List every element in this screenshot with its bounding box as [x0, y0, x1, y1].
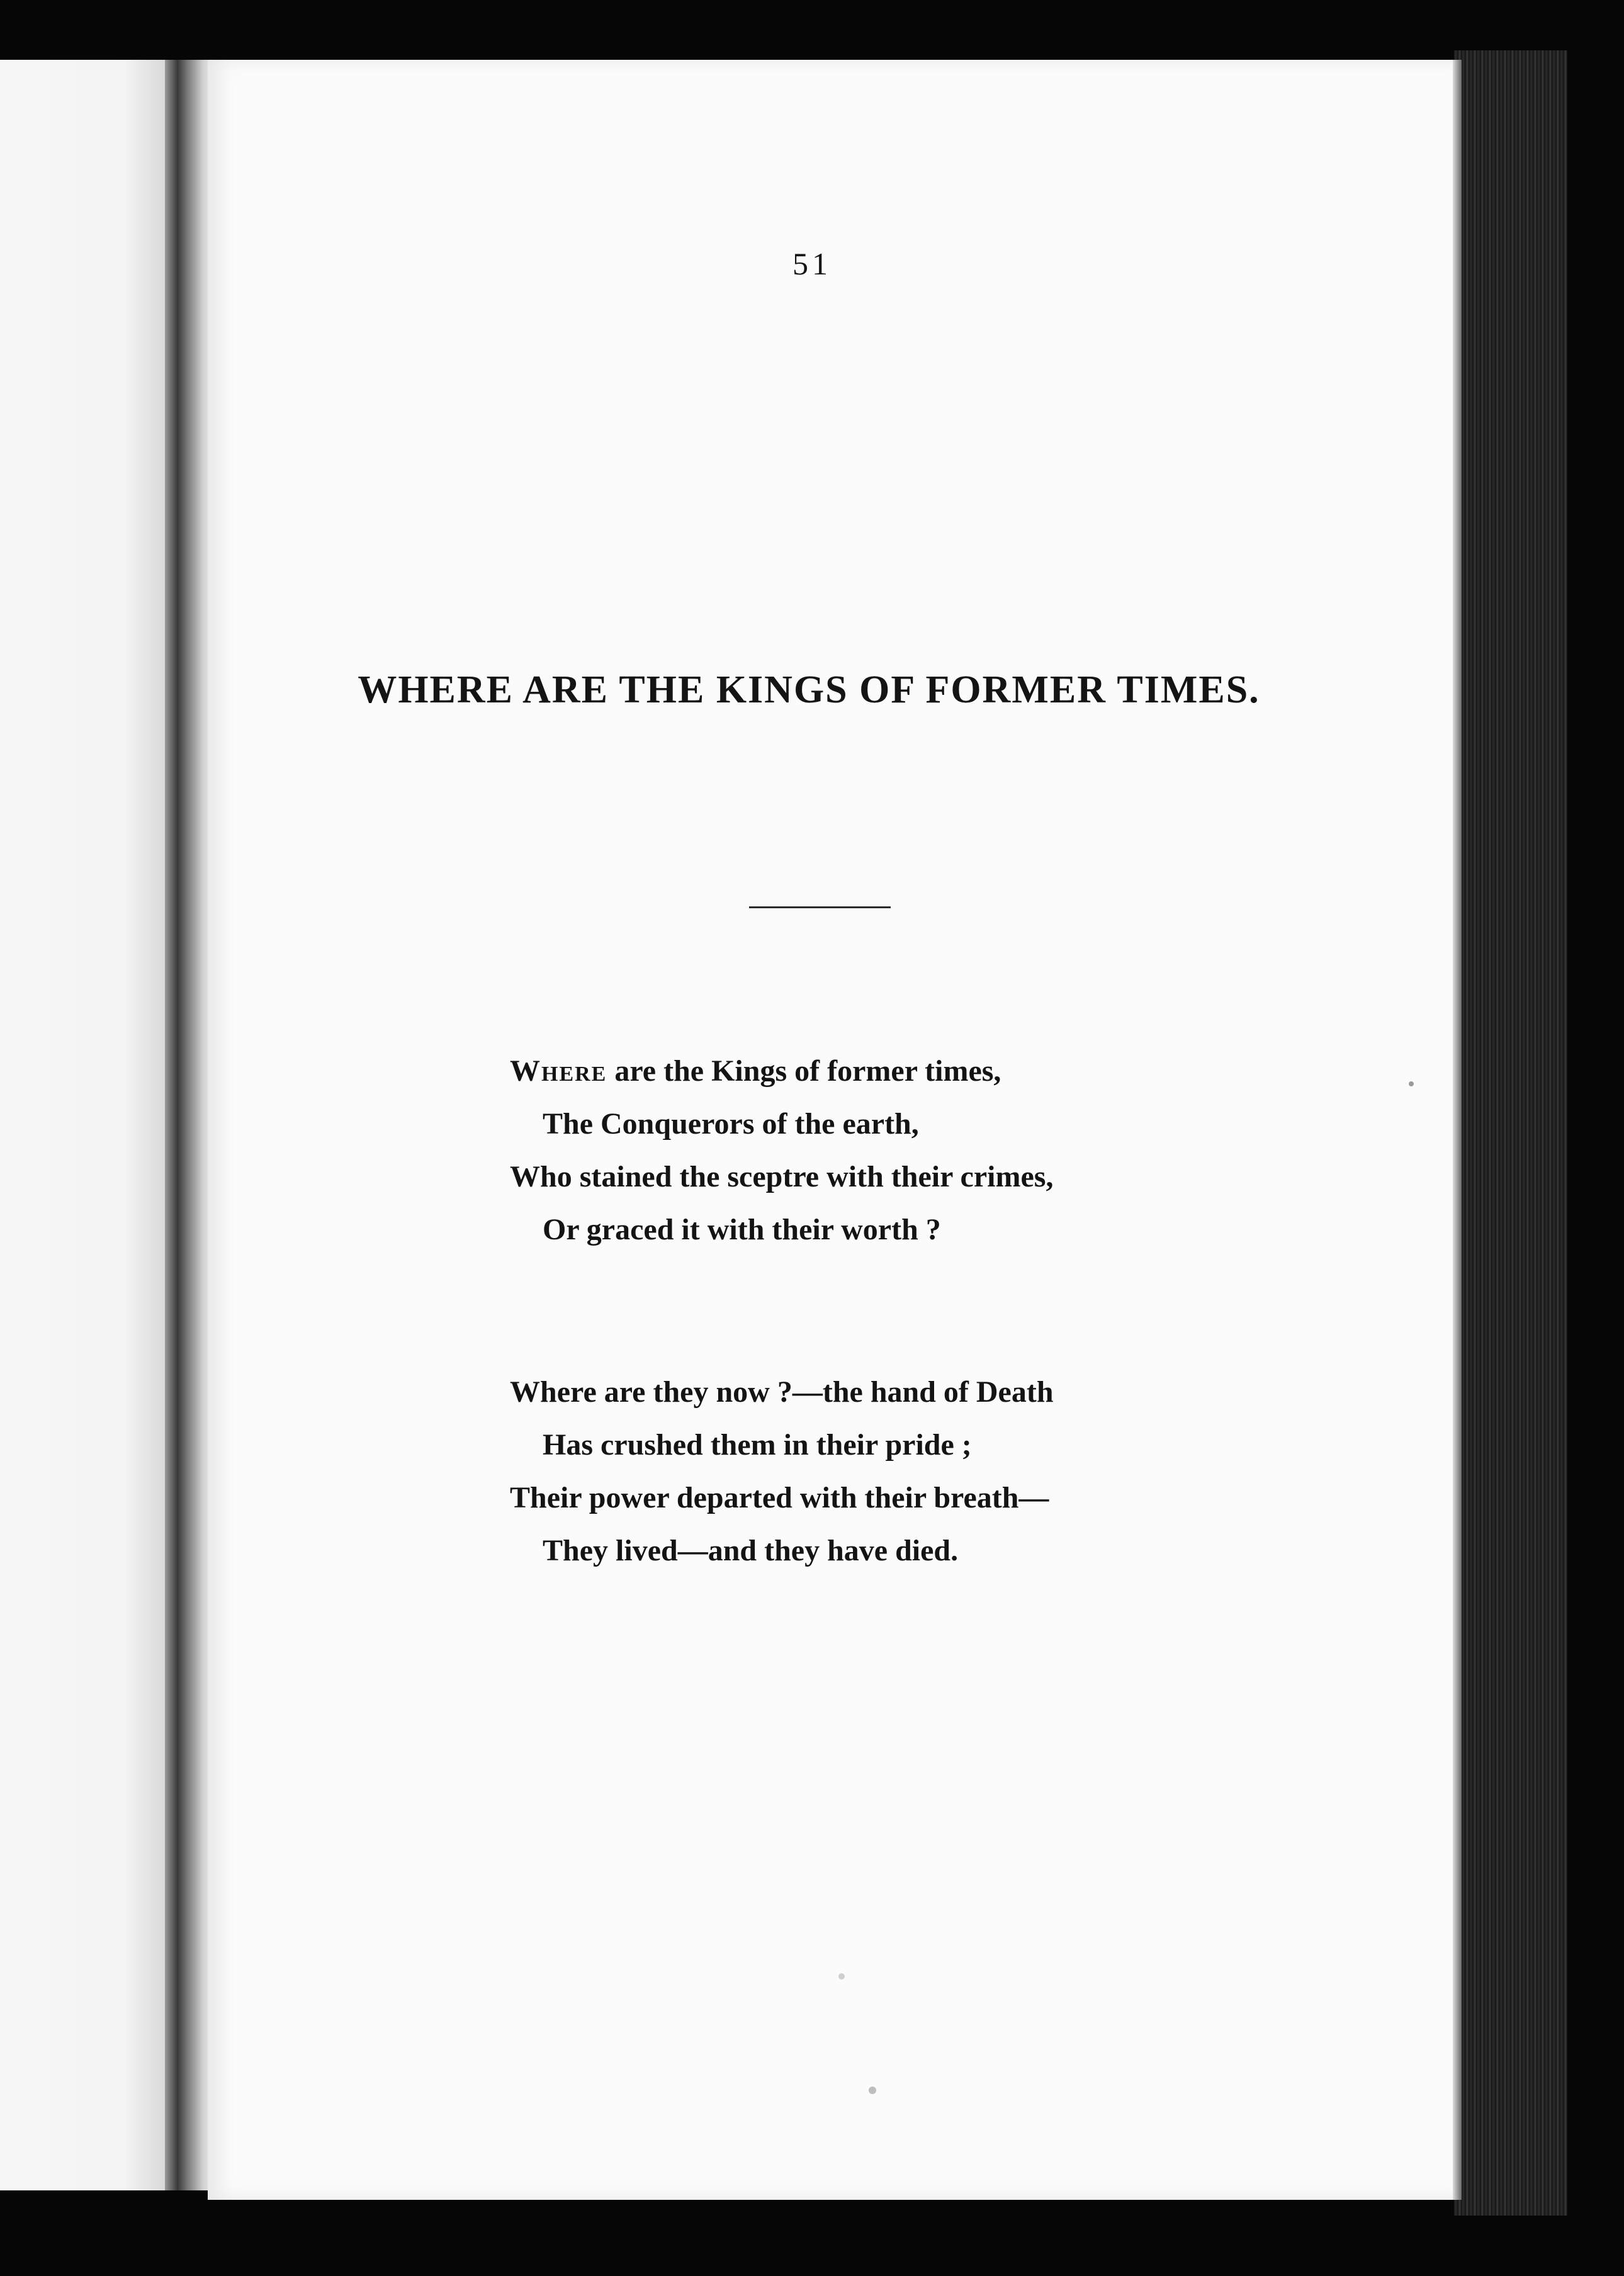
poem-line: The Conquerors of the earth, — [543, 1107, 919, 1141]
poem-line: Where are they now ?—the hand of Death — [510, 1375, 1054, 1409]
paper-speck — [869, 2087, 876, 2094]
page-edges — [1454, 50, 1567, 2216]
stanza-1 — [510, 1045, 1139, 1256]
page-edge-shadow — [1453, 60, 1462, 2200]
poem-line: Or graced it with their worth ? — [543, 1213, 941, 1246]
opening-word: Where — [510, 1054, 607, 1088]
poem-line: Has crushed them in their pride ; — [543, 1428, 972, 1462]
poem-line: Their power departed with their breath— — [510, 1481, 1049, 1514]
poem-line: They lived—and they have died. — [543, 1534, 959, 1567]
title-divider — [749, 906, 891, 908]
stanza-2 — [510, 1366, 1139, 1577]
page-number: 51 — [792, 246, 832, 281]
poem-line: Where are the Kings of former times, — [510, 1054, 1001, 1088]
paper-speck — [1409, 1081, 1414, 1086]
poem-line: Who stained the sceptre with their crimes, — [510, 1160, 1054, 1193]
paper-speck — [838, 1973, 845, 1980]
previous-page — [0, 60, 179, 2190]
poem-title: WHERE ARE THE KINGS OF FORMER TIMES. — [358, 668, 1260, 711]
